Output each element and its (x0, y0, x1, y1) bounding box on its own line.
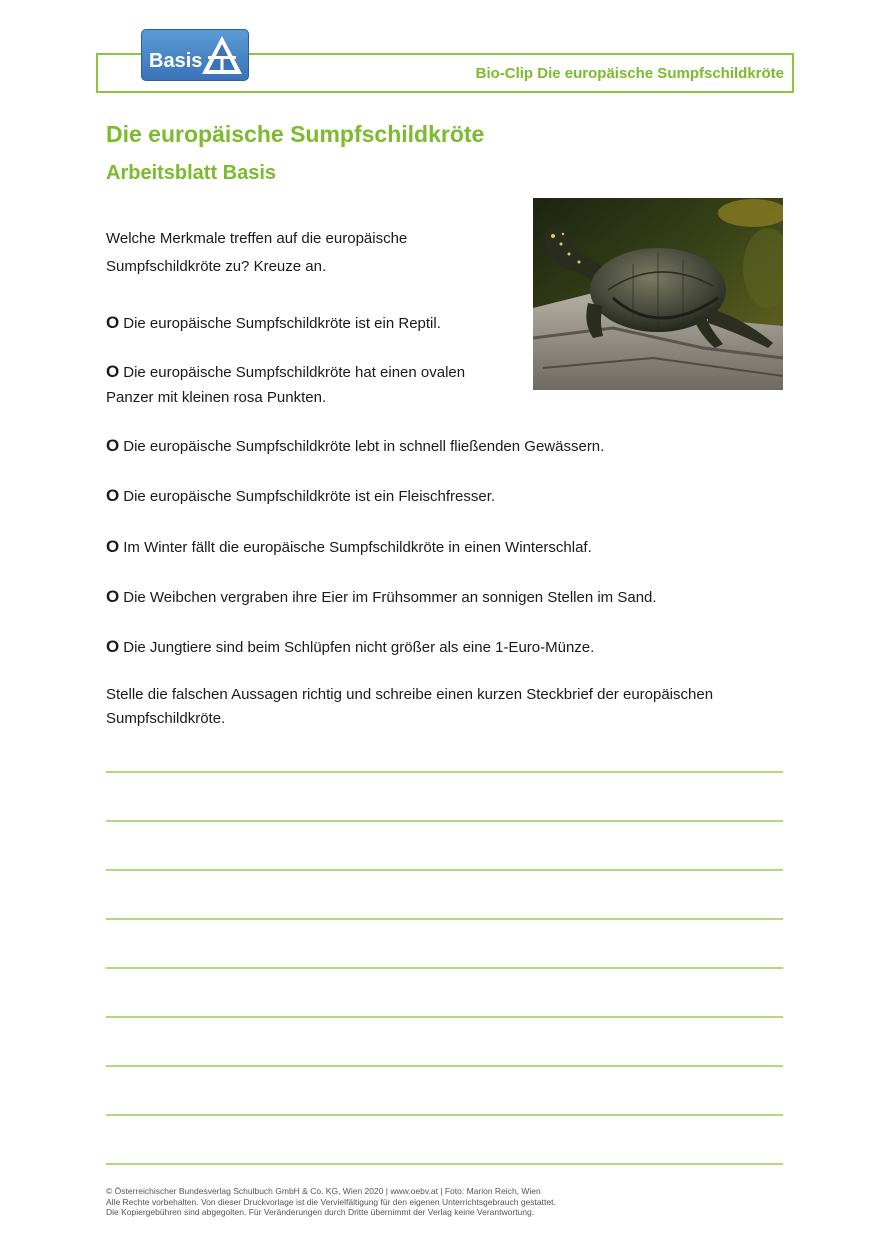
footer-copyright (106, 1186, 556, 1218)
statement-text-2-cont: Panzer mit kleinen rosa Punkten. (106, 389, 327, 406)
statement-1 (106, 310, 441, 336)
statement-4 (106, 483, 495, 509)
statement-text-7: Die Jungtiere sind beim Schlüpfen nicht größer als eine 1-Euro-Münze. (123, 639, 595, 656)
task-line-1: Stelle die falschen Aussagen richtig und schreibe einen kurzen Steckbrief der europäischen (106, 686, 714, 703)
checkbox-mark-2[interactable]: O (106, 362, 120, 381)
intro-line-2: Sumpfschildkröte zu? Kreuze an. (106, 258, 327, 275)
basis-logo (141, 29, 249, 81)
checkbox-mark-3[interactable]: O (106, 436, 120, 455)
writing-line[interactable] (106, 820, 783, 822)
turtle-illustration (533, 198, 783, 390)
statement-text-2: Die europäische Sumpfschildkröte hat einen ovalen (123, 364, 466, 381)
checkbox-mark-6[interactable]: O (106, 587, 120, 606)
logo-label: Basis (149, 50, 203, 72)
statement-text-4: Die europäische Sumpfschildkröte ist ein Fleischfresser. (123, 488, 496, 505)
writing-line[interactable] (106, 967, 783, 969)
task-line-2: Sumpfschildkröte. (106, 710, 226, 727)
checkbox-mark-1[interactable]: O (106, 313, 120, 332)
page-subtitle: Arbeitsblatt Basis (106, 162, 277, 184)
writing-line[interactable] (106, 1016, 783, 1018)
footer-line-3: Die Kopiergebühren sind abgegolten. Für Veränderungen durch Dritte übernimmt der Verlag keine Verantwortung. (106, 1207, 535, 1217)
writing-line[interactable] (106, 1163, 783, 1165)
writing-line[interactable] (106, 771, 783, 773)
checkbox-mark-7[interactable]: O (106, 637, 120, 656)
writing-line[interactable] (106, 918, 783, 920)
statement-6 (106, 584, 657, 610)
footer-line-2: Alle Rechte vorbehalten. Von dieser Druckvorlage ist die Vervielfältigung für den eigenen Unterrichtsgebrauch gestattet. (106, 1196, 556, 1207)
statement-text-1: Die europäische Sumpfschildkröte ist ein Reptil. (123, 315, 441, 332)
statement-text-5: Im Winter fällt die europäische Sumpfschildkröte in einen Winterschlaf. (123, 539, 592, 556)
triangle-logo-icon (200, 34, 244, 76)
statement-5 (106, 534, 592, 560)
statement-7 (106, 634, 594, 660)
statement-text-6: Die Weibchen vergraben ihre Eier im Frühsommer an sonnigen Stellen im Sand. (123, 589, 657, 606)
intro-text (106, 225, 506, 281)
footer-line-1: © Österreichischer Bundesverlag Schulbuch GmbH & Co. KG, Wien 2020 | www.oebv.at | Foto: Marion Reich, Wien (106, 1186, 541, 1196)
header-title: Bio-Clip Die europäische Sumpfschildkröte (475, 65, 784, 82)
writing-line[interactable] (106, 1065, 783, 1067)
writing-line[interactable] (106, 1114, 783, 1116)
checkbox-mark-4[interactable]: O (106, 486, 120, 505)
task-instructions (106, 683, 786, 731)
statement-text-3: Die europäische Sumpfschildkröte lebt in schnell fließenden Gewässern. (123, 438, 605, 455)
intro-line-1: Welche Merkmale treffen auf die europäische (106, 230, 408, 247)
checkbox-mark-5[interactable]: O (106, 537, 120, 556)
turtle-photo (533, 198, 783, 390)
statement-3 (106, 433, 604, 459)
page-title: Die europäische Sumpfschildkröte (106, 121, 485, 147)
writing-line[interactable] (106, 869, 783, 871)
statement-2 (106, 359, 465, 410)
